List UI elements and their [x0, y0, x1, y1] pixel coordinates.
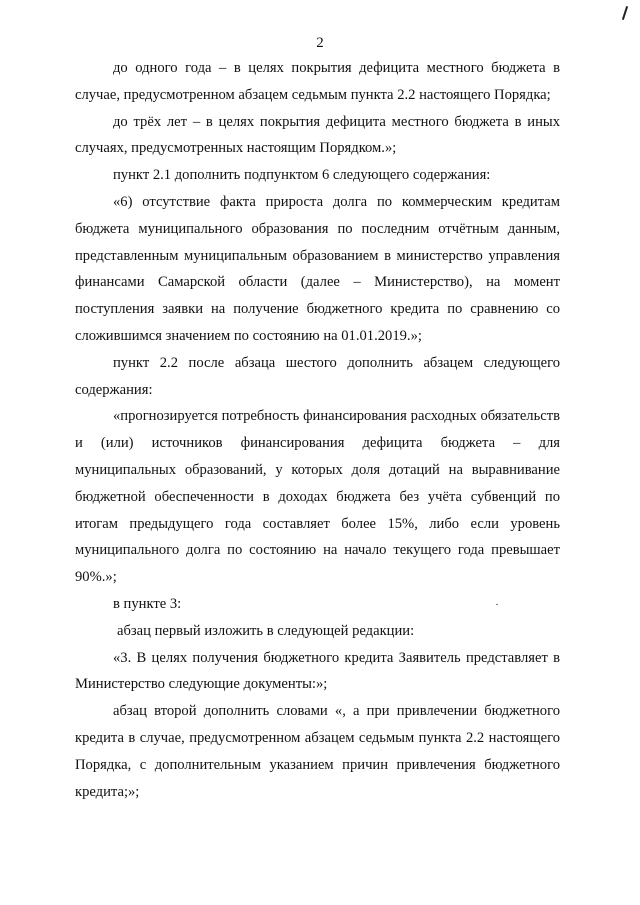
paragraph-first-abzac: абзац первый изложить в следующей редакции:: [117, 622, 415, 639]
paragraph-item-3-heading: в пункте 3:: [113, 595, 182, 612]
paragraph-item-3-text: «3. В целях получения бюджетного кредита Заявитель представляет в Министерство следующие документы:»;: [75, 649, 560, 693]
paragraph-term-one-year: до одного года – в целях покрытия дефицита местного бюджета в случае, предусмотренном абзацем седьмым пункта 2.2 настоящего Порядка;: [75, 60, 560, 103]
paragraph-term-three-years: до трёх лет – в целях покрытия дефицита местного бюджета в иных случаях, предусмотренных настоящим Порядком.»;: [75, 113, 560, 157]
scan-speck: [496, 604, 498, 605]
scan-mark: [622, 6, 628, 20]
paragraph-amend-2-2: пункт 2.2 после абзаца шестого дополнить абзацем следующего содержания:: [75, 354, 560, 398]
paragraph-forecast-need: «прогнозируется потребность финансирования расходных обязательств и (или) источников финансирования дефицита бюджета – для муниципальных образований, у которых доля дотаций на выравнивание бюджетной обеспеченности в доходах бюджета без учёта субвенций по итогам предыдущего года составляет более 15%, либо если уровень муниципального долга по состоянию на начало текущего года превышает 90%.»;: [75, 408, 560, 586]
paragraph-second-abzac: абзац второй дополнить словами «, а при привлечении бюджетного кредита в случае, предусмотренном абзацем седьмым пункта 2.2 настоящего Порядка, с дополнительным указанием причин привлечения бюджетного кредита;»;: [75, 703, 560, 800]
document-body: [75, 55, 560, 805]
paragraph-subitem-6: «6) отсутствие факта прироста долга по коммерческим кредитам бюджета муниципального образования по последним отчётным данным, представленным муниципальным образованием в министерство управления финансами Самарской области (далее – Министерство), на момент поступления заявки на получение бюджетного кредита по сравнению со сложившимся значением по состоянию на 01.01.2019.»;: [75, 193, 560, 344]
paragraph-amend-2-1: пункт 2.1 дополнить подпунктом 6 следующего содержания:: [113, 167, 491, 184]
page-number: 2: [316, 35, 324, 51]
